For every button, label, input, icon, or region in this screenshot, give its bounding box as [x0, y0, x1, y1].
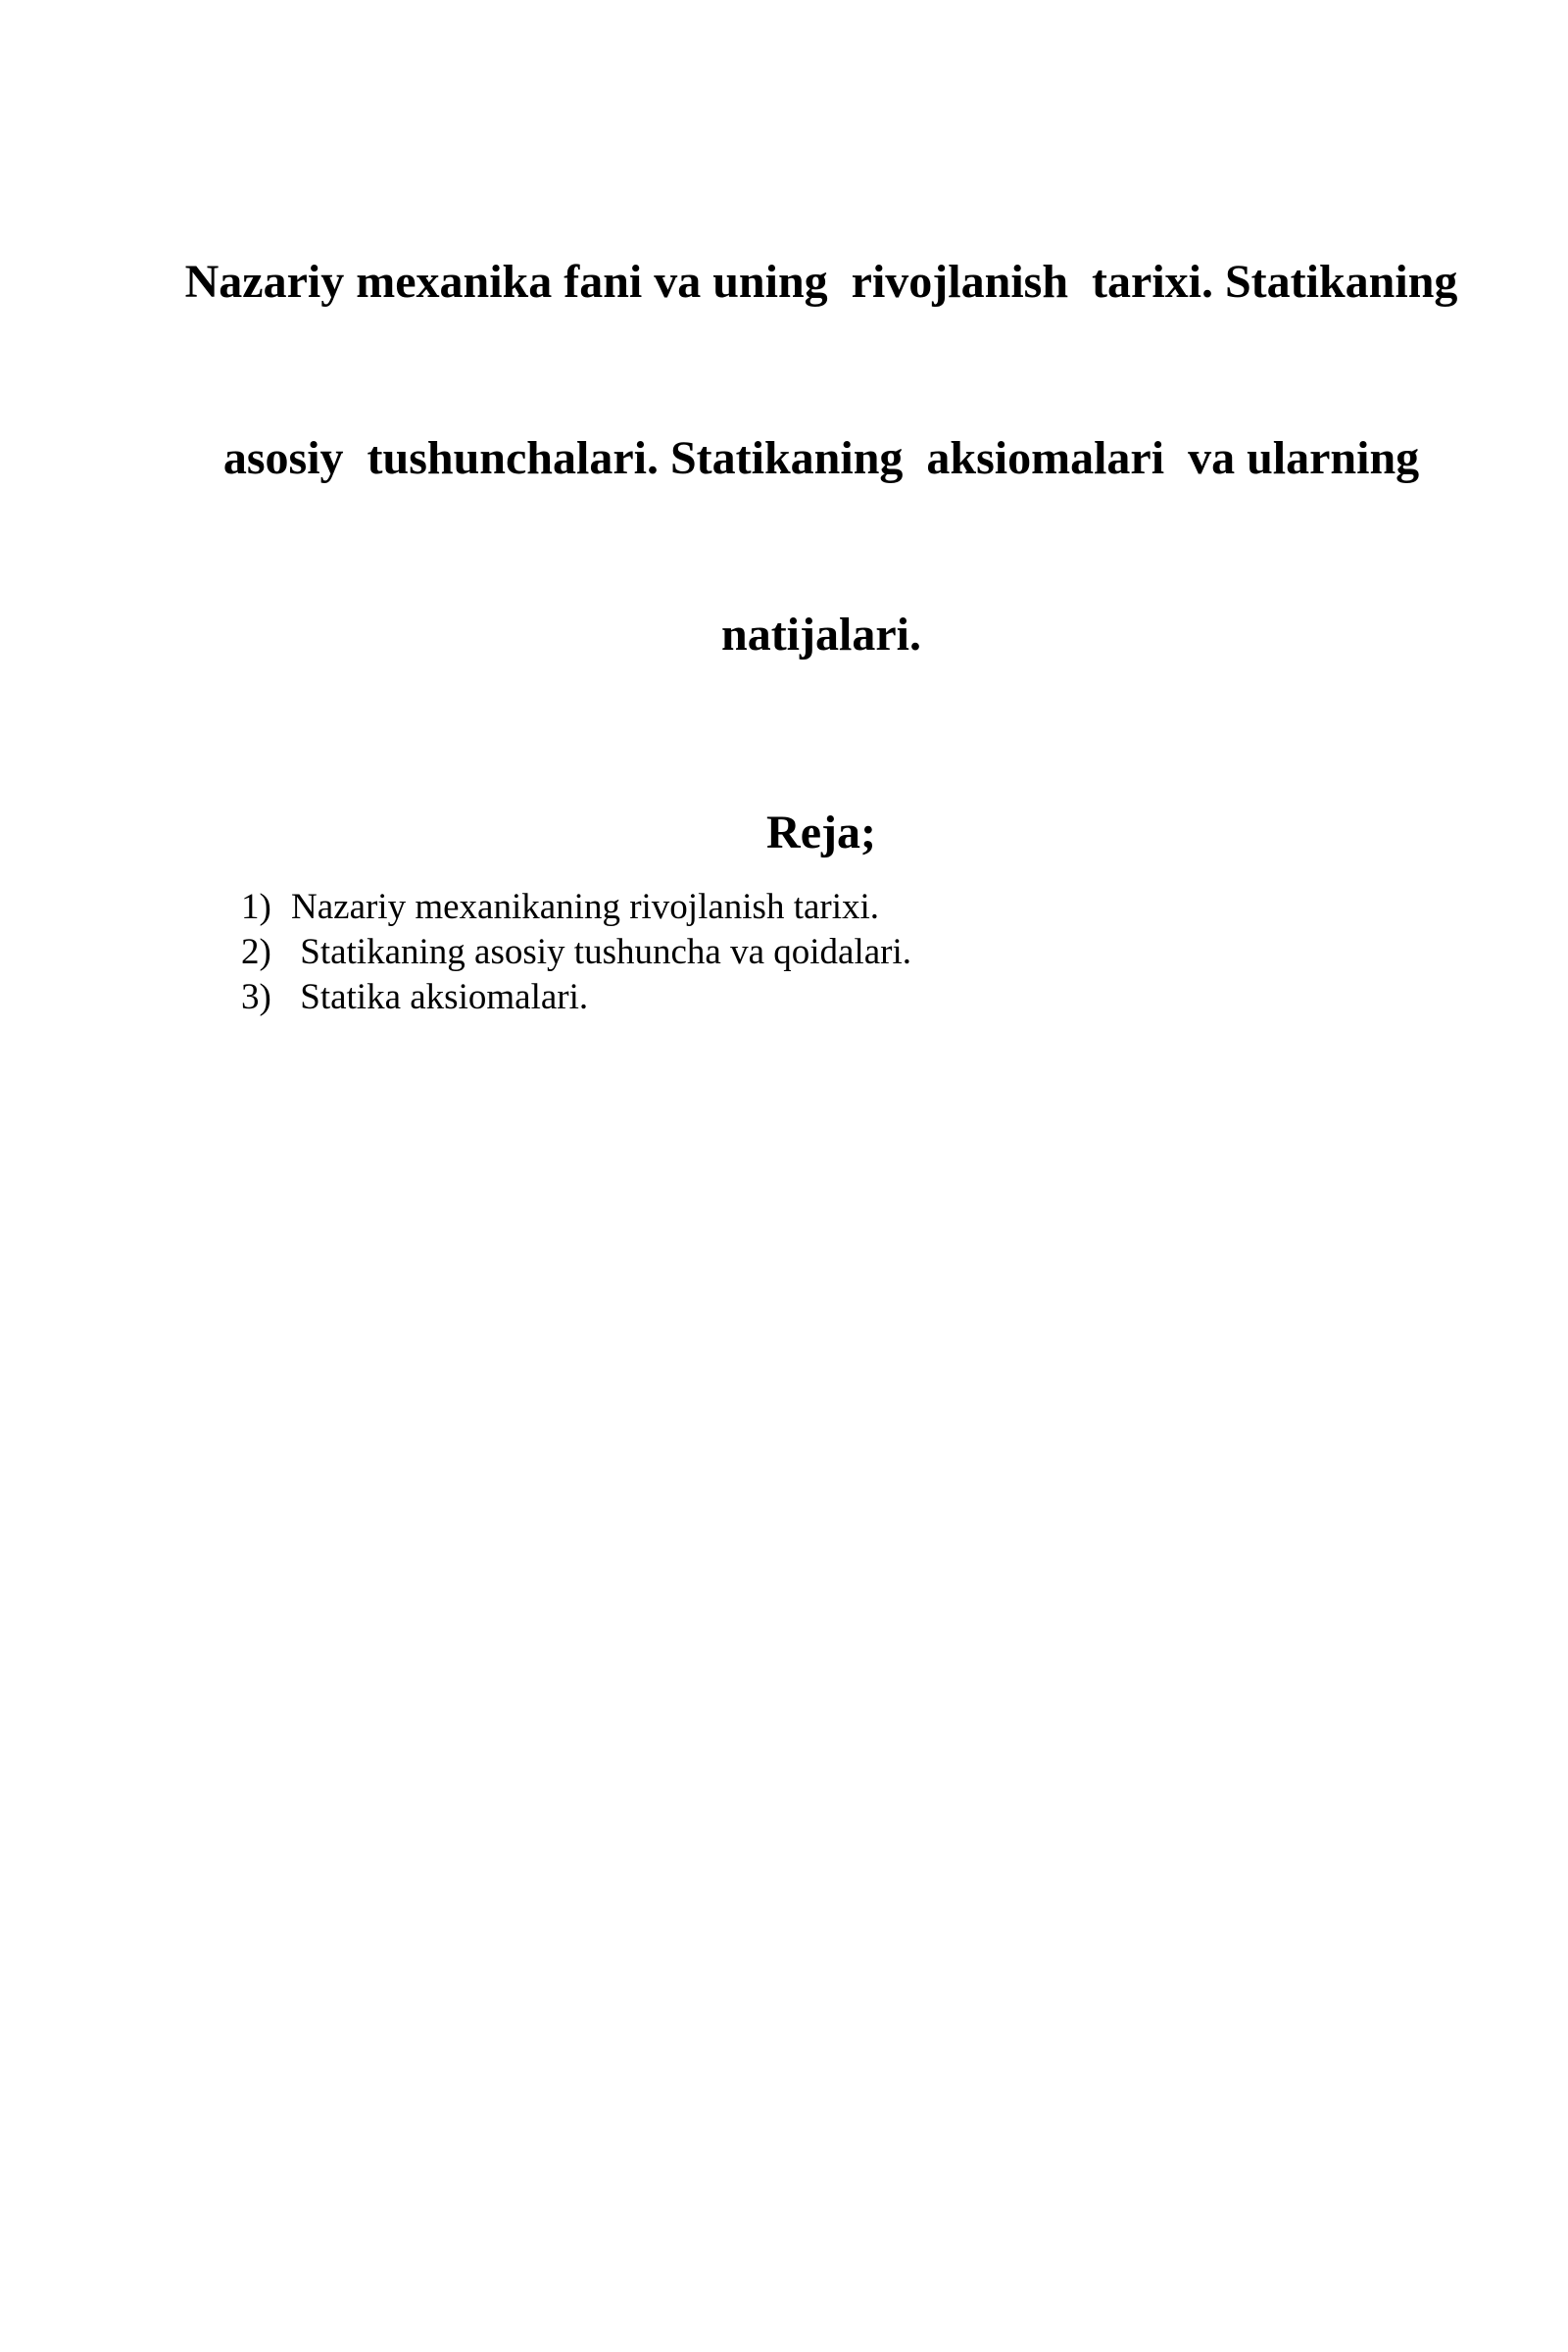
plan-list [241, 885, 1568, 1020]
plan-heading: Reja; [766, 807, 876, 858]
list-item-text: Statikaning asosiy tushuncha va qoidalari. [291, 932, 911, 972]
title-line-3: natijalari. [721, 609, 921, 661]
list-item-number: 3) [241, 977, 271, 1017]
list-item-number: 2) [241, 932, 271, 972]
list-item [241, 930, 1568, 975]
list-item-text: Nazariy mexanikaning rivojlanish tarixi. [291, 887, 880, 927]
document-title [149, 135, 1494, 782]
document-page [0, 135, 1568, 2352]
list-item [241, 885, 1568, 930]
list-item-text: Statika aksiomalari. [291, 977, 589, 1017]
title-line-1: Nazariy mexanika fani va uning rivojlanish tarixi. Statikaning [184, 256, 1458, 308]
title-line-2: asosiy tushunchalari. Statikaning aksiomalari va ularning [222, 432, 1420, 484]
list-item-number: 1) [241, 887, 271, 927]
list-item [241, 975, 1568, 1020]
